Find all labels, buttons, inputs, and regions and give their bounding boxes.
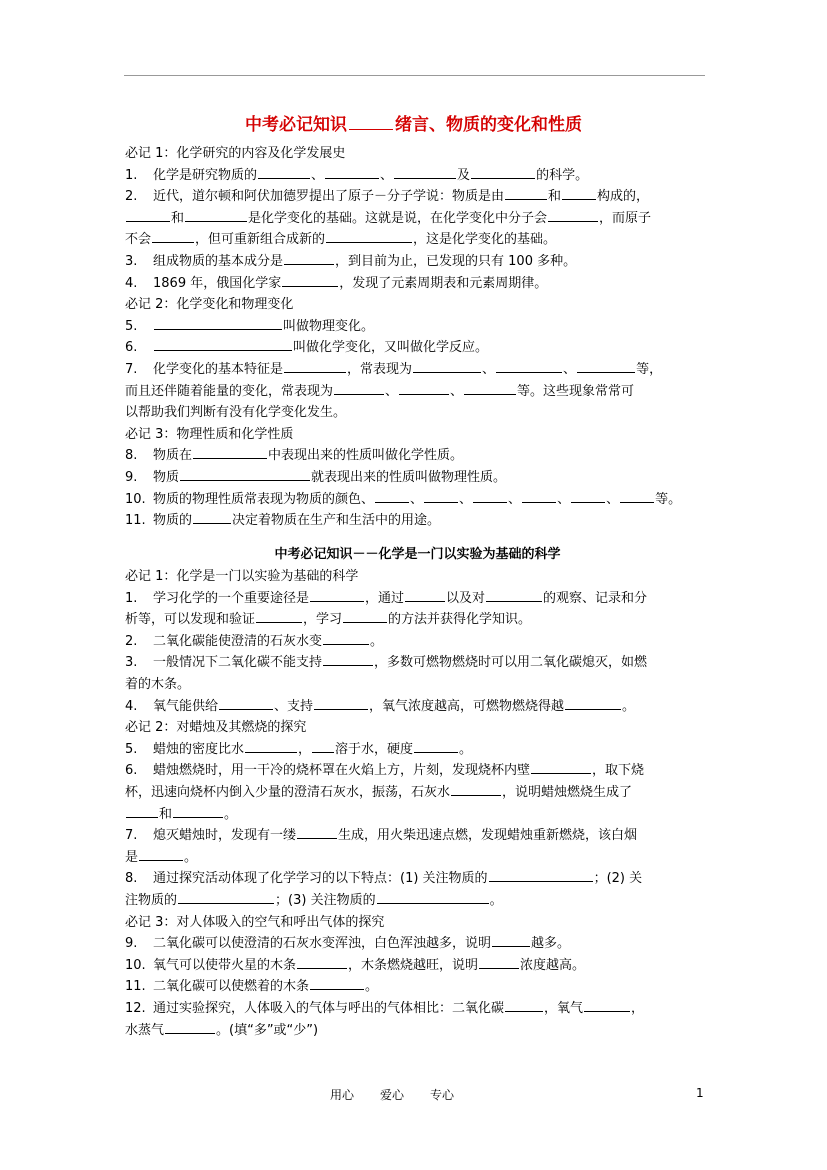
question-line: 和 是化学变化的基础。这就是说，在化学变化中分子会 ，而原子: [125, 208, 710, 230]
answer-blank: [571, 489, 605, 503]
question-line: 1. 化学是研究物质的 、 、 及 的科学。: [125, 165, 710, 187]
question-line: 9. 物质 就表现出来的性质叫做物理性质。: [125, 467, 710, 489]
answer-blank: [126, 804, 158, 818]
question-line: 着的木条。: [125, 677, 191, 693]
answer-blank: [297, 825, 337, 839]
question-line: 8. 通过探究活动体现了化学学习的以下特点：(1) 关注物质的 ；(2) 关: [125, 868, 710, 890]
page-number: 1: [696, 1086, 704, 1100]
question-line: 5. 叫做物理变化。: [125, 316, 710, 338]
question-line: 4. 1869 年，俄国化学家 ，发现了元素周期表和元素周期律。: [125, 273, 710, 295]
answer-blank: [399, 381, 449, 395]
question-number: 1.: [125, 590, 138, 606]
question-number: 3.: [125, 655, 138, 671]
answer-blank: [193, 510, 231, 524]
question-line: 10. 物质的物理性质常表现为物质的颜色、 、 、 、 、 、 等。: [125, 489, 710, 511]
answer-blank: [310, 588, 364, 602]
question-line: 6. 蜡烛燃烧时，用一干冷的烧杯罩在火焰上方，片刻，发现烧杯内壁 ，取下烧: [125, 760, 710, 782]
section-heading: 必记 3：对人体吸入的空气和呼出气体的探究: [125, 914, 385, 930]
question-number: 7.: [125, 361, 138, 377]
question-line: 析等，可以发现和验证 ，学习 的方法并获得化学知识。: [125, 609, 710, 631]
question-number: 10.: [125, 491, 146, 507]
question-line: 是 。: [125, 847, 710, 869]
question-number: 2.: [125, 633, 138, 649]
answer-blank: [405, 588, 445, 602]
worksheet-body: [125, 143, 710, 1041]
answer-blank: [562, 186, 596, 200]
answer-blank: [310, 976, 364, 990]
question-number: 6.: [125, 340, 138, 356]
answer-blank: [505, 998, 543, 1012]
answer-blank: [165, 1020, 215, 1034]
title-blank: [349, 112, 393, 130]
answer-blank: [326, 229, 412, 243]
answer-blank: [375, 489, 409, 503]
answer-blank: [219, 696, 273, 710]
answer-blank: [323, 652, 373, 666]
question-line: 10. 氧气可以使带火星的木条 ，木条燃烧越旺，说明 浓度越高。: [125, 955, 710, 977]
question-line: 11. 二氧化碳可以使燃着的木条 。: [125, 976, 710, 998]
question-number: 2.: [125, 189, 138, 205]
question-line: 2. 近代，道尔顿和阿伏加德罗提出了原子－分子学说：物质是由 和 构成的，: [125, 186, 710, 208]
question-number: 6.: [125, 763, 138, 779]
question-line: 5. 蜡烛的密度比水 ， 溶于水，硬度 。: [125, 739, 710, 761]
section-heading: 必记 1：化学研究的内容及化学发展史: [125, 146, 346, 161]
answer-blank: [565, 696, 621, 710]
question-number: 3.: [125, 253, 138, 269]
question-line: 6. 叫做化学变化，又叫做化学反应。: [125, 337, 710, 359]
question-number: 5.: [125, 741, 138, 757]
question-number: 11.: [125, 979, 146, 995]
question-number: 8.: [125, 871, 138, 887]
question-line: 3. 组成物质的基本成分是 ，到目前为止，已发现的只有 100 多种。: [125, 251, 710, 273]
answer-blank: [193, 445, 267, 459]
answer-blank: [424, 489, 458, 503]
answer-blank: [325, 165, 379, 179]
answer-blank: [256, 609, 302, 623]
question-line: 7. 化学变化的基本特征是 ，常表现为 、 、 等，: [125, 359, 710, 381]
answer-blank: [496, 359, 562, 373]
question-line: 1. 学习化学的一个重要途径是 ，通过 以及对 的观察、记录和分: [125, 588, 710, 610]
question-number: 7.: [125, 828, 138, 844]
answer-blank: [245, 739, 297, 753]
answer-blank: [413, 359, 481, 373]
question-number: 10.: [125, 957, 146, 973]
question-line: 11. 物质的 决定着物质在生产和生活中的用途。: [125, 510, 710, 538]
question-number: 4.: [125, 275, 138, 291]
question-number: 4.: [125, 698, 138, 714]
answer-blank: [314, 696, 368, 710]
answer-blank: [473, 489, 507, 503]
answer-blank: [505, 186, 547, 200]
answer-blank: [154, 316, 282, 330]
answer-blank: [471, 165, 535, 179]
question-number: 9.: [125, 936, 138, 952]
question-line: 12. 通过实验探究，人体吸入的气体与呼出的气体相比：二氧化碳 ，氧气 ，: [125, 998, 710, 1020]
header-rule: [124, 75, 705, 76]
question-line: 而且还伴随着能量的变化，常表现为 、 、 等。这些现象常常可: [125, 381, 710, 403]
question-line: 9. 二氧化碳可以使澄清的石灰水变浑浊，白色浑浊越多，说明 越多。: [125, 933, 710, 955]
answer-blank: [522, 489, 556, 503]
answer-blank: [620, 489, 654, 503]
answer-blank: [577, 359, 635, 373]
page-title: 中考必记知识 绪言、物质的变化和性质: [0, 110, 827, 135]
answer-blank: [451, 782, 501, 796]
footer-motto: 用心 爱心 专心: [330, 1088, 455, 1102]
question-number: 12.: [125, 1000, 146, 1016]
question-line: 7. 熄灭蜡烛时，发现有一缕 生成，用火柴迅速点燃，发现蜡烛重新燃烧，该白烟: [125, 825, 710, 847]
answer-blank: [139, 847, 183, 861]
answer-blank: [343, 609, 387, 623]
question-line: 2. 二氧化碳能使澄清的石灰水变 。: [125, 631, 710, 653]
answer-blank: [178, 890, 274, 904]
answer-blank: [152, 229, 194, 243]
question-line: 水蒸气 。(填“多”或“少”): [125, 1020, 710, 1042]
answer-blank: [334, 381, 384, 395]
answer-blank: [173, 804, 223, 818]
section-heading: 必记 1：化学是一门以实验为基础的科学: [125, 569, 359, 585]
section-heading: 必记 2：化学变化和物理变化: [125, 297, 294, 313]
answer-blank: [414, 739, 458, 753]
answer-blank: [486, 588, 542, 602]
question-line: 注物质的 ；(3) 关注物质的 。: [125, 890, 710, 912]
section-title: 中考必记知识－－化学是一门以实验为基础的科学: [274, 547, 561, 563]
answer-blank: [531, 760, 591, 774]
question-number: 8.: [125, 448, 138, 464]
answer-blank: [284, 251, 334, 265]
question-line: 杯，迅速向烧杯内倒入少量的澄清石灰水，振荡，石灰水 ，说明蜡烛燃烧生成了: [125, 782, 710, 804]
answer-blank: [282, 273, 338, 287]
answer-blank: [258, 165, 310, 179]
answer-blank: [464, 381, 516, 395]
answer-blank: [323, 631, 369, 645]
question-line: 不会 ，但可重新组合成新的 ，这是化学变化的基础。: [125, 229, 710, 251]
question-line: 3. 一般情况下二氧化碳不能支持 ，多数可燃物燃烧时可以用二氧化碳熄灭，如燃: [125, 652, 710, 674]
section-heading: 必记 3：物理性质和化学性质: [125, 426, 294, 442]
answer-blank: [154, 337, 292, 351]
question-line: 和 。: [125, 804, 710, 826]
question-number: 11.: [125, 513, 146, 529]
answer-blank: [297, 955, 347, 969]
answer-blank: [479, 955, 519, 969]
answer-blank: [377, 890, 489, 904]
answer-blank: [312, 739, 334, 753]
answer-blank: [284, 359, 346, 373]
answer-blank: [180, 467, 310, 481]
answer-blank: [492, 933, 530, 947]
answer-blank: [126, 208, 170, 222]
section-heading: 必记 2：对蜡烛及其燃烧的探究: [125, 720, 307, 736]
answer-blank: [489, 868, 593, 882]
answer-blank: [394, 165, 456, 179]
question-line: 4. 氧气能供给 、支持 ，氧气浓度越高，可燃物燃烧得越 。: [125, 696, 710, 718]
answer-blank: [185, 208, 247, 222]
question-number: 5.: [125, 318, 138, 334]
question-number: 9.: [125, 469, 138, 485]
question-line: 8. 物质在 中表现出来的性质叫做化学性质。: [125, 445, 710, 467]
answer-blank: [584, 998, 630, 1012]
answer-blank: [548, 208, 598, 222]
question-line: 以帮助我们判断有没有化学变化发生。: [125, 405, 347, 421]
question-number: 1.: [125, 167, 138, 183]
